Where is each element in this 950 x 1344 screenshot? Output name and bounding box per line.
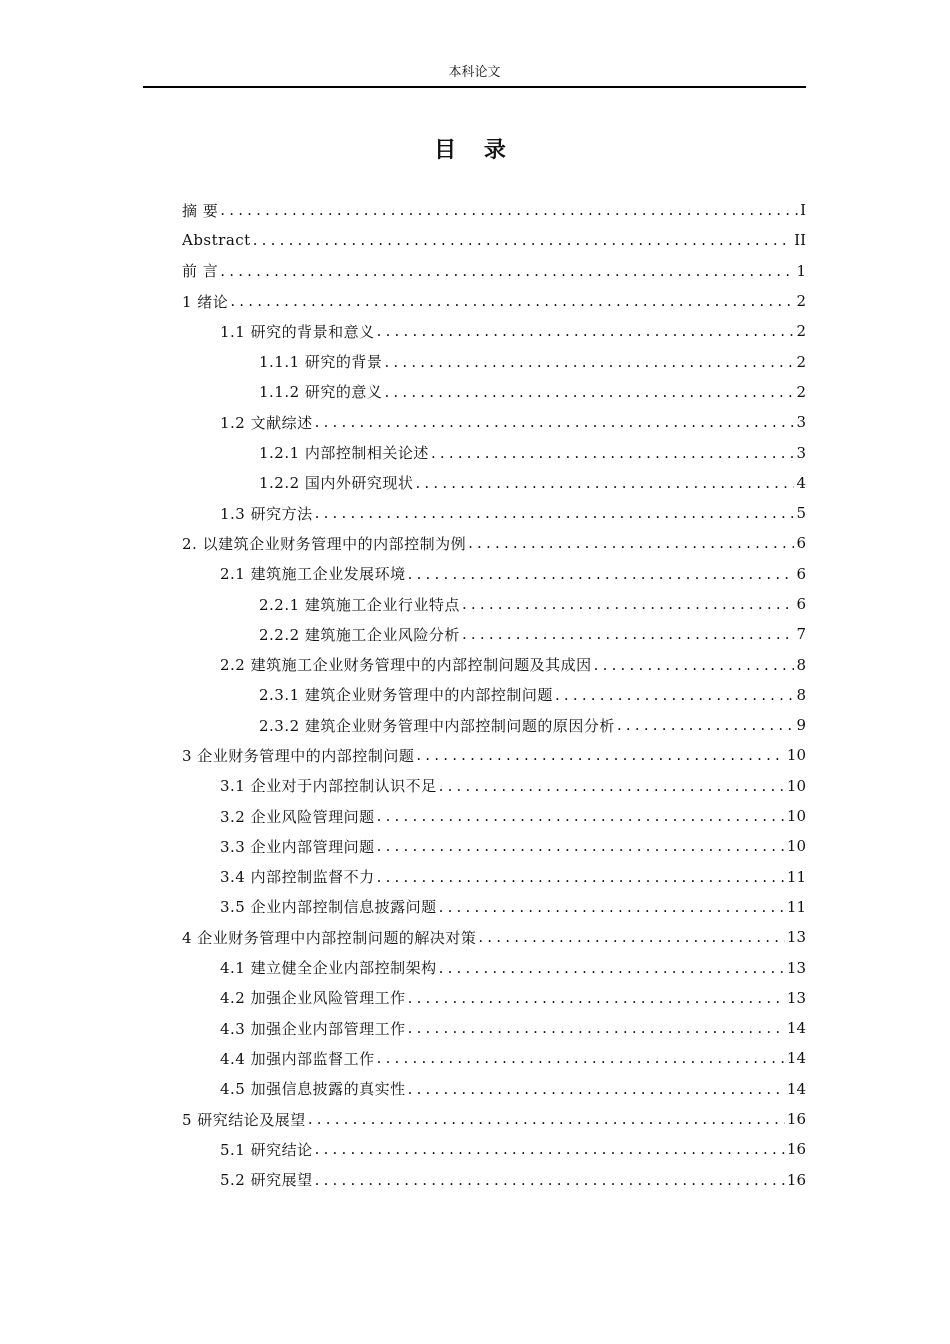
- toc-entry-page: 11: [786, 867, 806, 886]
- toc-entry-label: 2.3.2 建筑企业财务管理中内部控制问题的原因分析: [259, 716, 615, 735]
- page-header: [143, 62, 806, 88]
- toc-entry-label: 4.2 加强企业风险管理工作: [220, 989, 406, 1008]
- toc-entry-label: 2.1 建筑施工企业发展环境: [220, 565, 406, 584]
- toc-entry-page: 10: [786, 837, 806, 856]
- toc-entry[interactable]: [182, 831, 806, 861]
- toc-entry-label: 1.2.1 内部控制相关论述: [259, 444, 429, 463]
- toc-leader-dots: [462, 595, 795, 613]
- toc-entry-label: 4.4 加强内部监督工作: [220, 1049, 375, 1068]
- toc-leader-dots: [415, 474, 794, 492]
- toc-entry[interactable]: [182, 468, 806, 498]
- toc-entry-page: 10: [786, 746, 806, 765]
- toc-entry-label: 1.1 研究的背景和意义: [220, 322, 375, 341]
- toc-leader-dots: [408, 989, 785, 1007]
- toc-entry-page: 6: [796, 595, 806, 613]
- toc-entry[interactable]: [182, 528, 806, 558]
- toc-entry[interactable]: [182, 225, 806, 255]
- toc-leader-dots: [468, 534, 794, 552]
- toc-entry[interactable]: [182, 710, 806, 740]
- toc-entry-label: 4.3 加强企业内部管理工作: [220, 1019, 406, 1038]
- toc-leader-dots: [594, 656, 795, 674]
- toc-entry[interactable]: [182, 892, 806, 922]
- toc-entry[interactable]: [182, 862, 806, 892]
- toc-entry-page: 9: [796, 716, 806, 735]
- toc-entry-label: 1 绪论: [182, 292, 229, 311]
- toc-entry-label: 4 企业财务管理中内部控制问题的解决对策: [182, 928, 477, 947]
- toc-entry-page: 14: [786, 1079, 806, 1098]
- toc-entry-page: 8: [796, 655, 806, 674]
- toc-entry-label: 1.1.1 研究的背景: [259, 353, 383, 372]
- toc-entry-page: 2: [796, 382, 806, 401]
- toc-entry-label: 2. 以建筑企业财务管理中的内部控制为例: [182, 534, 467, 553]
- toc-leader-dots: [377, 807, 785, 825]
- toc-entry-page: 10: [786, 807, 806, 826]
- toc-entry-page: 11: [786, 897, 806, 916]
- toc-entry-label: 2.2.2 建筑施工企业风险分析: [259, 625, 460, 644]
- toc-entry[interactable]: [182, 498, 806, 528]
- toc-entry-label: 5.2 研究展望: [220, 1171, 313, 1190]
- toc-entry-page: 5: [796, 504, 806, 523]
- toc-entry-page: 10: [786, 776, 806, 795]
- toc-leader-dots: [462, 625, 795, 643]
- toc-leader-dots: [408, 1080, 785, 1098]
- toc-leader-dots: [439, 898, 785, 916]
- toc-leader-dots: [315, 504, 795, 522]
- toc-entry-page: 14: [786, 1019, 806, 1038]
- toc-leader-dots: [408, 565, 795, 583]
- toc-leader-dots: [315, 1140, 785, 1158]
- toc-leader-dots: [253, 231, 792, 249]
- toc-entry-label: 5.1 研究结论: [220, 1140, 313, 1159]
- toc-entry-page: II: [794, 231, 806, 250]
- toc-leader-dots: [617, 716, 795, 734]
- toc-entry[interactable]: [182, 619, 806, 649]
- toc-leader-dots: [416, 746, 785, 764]
- toc-entry-label: 1.3 研究方法: [220, 504, 313, 523]
- toc-entry-page: 1: [796, 261, 806, 280]
- toc-entry-page: 6: [796, 564, 806, 583]
- toc-entry[interactable]: [182, 589, 806, 619]
- header-text: 本科论文: [448, 65, 501, 80]
- toc-entry-label: 2.2 建筑施工企业财务管理中的内部控制问题及其成因: [220, 656, 592, 675]
- toc-entry[interactable]: [182, 377, 806, 407]
- toc-entry-label: 2.3.1 建筑企业财务管理中的内部控制问题: [259, 686, 553, 705]
- toc-leader-dots: [220, 201, 798, 219]
- toc-entry-page: 16: [786, 1110, 806, 1129]
- toc-leader-dots: [220, 262, 794, 280]
- toc-leader-dots: [439, 959, 785, 977]
- toc-entry-label: 5 研究结论及展望: [182, 1110, 306, 1129]
- toc-entry-label: 1.1.2 研究的意义: [259, 383, 383, 402]
- toc-entry-label: Abstract: [182, 231, 251, 250]
- toc-entry[interactable]: [182, 346, 806, 376]
- toc-entry-page: 3: [796, 443, 806, 462]
- toc-entry-label: 前 言: [182, 262, 219, 281]
- toc-leader-dots: [384, 383, 794, 401]
- toc-leader-dots: [377, 837, 785, 855]
- toc-entry-page: 7: [796, 625, 806, 644]
- toc-leader-dots: [555, 686, 795, 704]
- toc-entry[interactable]: [182, 1013, 806, 1043]
- toc-entry[interactable]: [182, 286, 806, 316]
- toc-entry-label: 3.4 内部控制监督不力: [220, 868, 375, 887]
- toc-entry[interactable]: [182, 195, 806, 225]
- toc-entry-page: 2: [796, 322, 806, 341]
- toc-leader-dots: [478, 928, 785, 946]
- toc-entry-page: 8: [796, 685, 806, 704]
- toc-entry-label: 3.1 企业对于内部控制认识不足: [220, 777, 437, 796]
- toc-entry-label: 摘 要: [182, 201, 219, 220]
- toc-leader-dots: [315, 1171, 785, 1189]
- toc-entry[interactable]: [182, 922, 806, 952]
- toc-entry[interactable]: [182, 1165, 806, 1195]
- toc-leader-dots: [431, 444, 795, 462]
- toc-entry[interactable]: [182, 740, 806, 770]
- toc-leader-dots: [377, 322, 795, 340]
- toc-entry-page: I: [800, 201, 806, 220]
- toc-entry-label: 1.2 文献综述: [220, 413, 313, 432]
- toc-entry[interactable]: [182, 1134, 806, 1164]
- toc-entry[interactable]: [182, 801, 806, 831]
- toc-leader-dots: [377, 868, 785, 886]
- toc-leader-dots: [439, 777, 785, 795]
- toc-entry-page: 13: [786, 928, 806, 947]
- toc-entry[interactable]: [182, 407, 806, 437]
- toc-entry[interactable]: [182, 316, 806, 346]
- toc-leader-dots: [308, 1110, 785, 1128]
- toc-entry-page: 13: [786, 958, 806, 977]
- toc-entry[interactable]: [182, 680, 806, 710]
- toc-entry[interactable]: [182, 437, 806, 467]
- toc-entry[interactable]: [182, 1104, 806, 1134]
- toc-entry[interactable]: [182, 559, 806, 589]
- toc-leader-dots: [315, 413, 795, 431]
- toc-leader-dots: [384, 353, 794, 371]
- toc-leader-dots: [230, 292, 794, 310]
- toc-entry-label: 3.5 企业内部控制信息披露问题: [220, 898, 437, 917]
- toc-entry-label: 3.2 企业风险管理问题: [220, 807, 375, 826]
- toc-entry-page: 2: [796, 292, 806, 311]
- toc-entry-label: 1.2.2 国内外研究现状: [259, 474, 414, 493]
- table-of-contents: [182, 195, 806, 1195]
- toc-leader-dots: [377, 1049, 785, 1067]
- toc-entry-page: 14: [786, 1049, 806, 1068]
- toc-entry[interactable]: [182, 649, 806, 679]
- toc-entry[interactable]: [182, 256, 806, 286]
- toc-entry[interactable]: [182, 952, 806, 982]
- toc-entry-page: 13: [786, 988, 806, 1007]
- toc-entry-page: 2: [796, 352, 806, 371]
- toc-title: 目 录: [434, 138, 516, 163]
- toc-entry-label: 2.2.1 建筑施工企业行业特点: [259, 595, 460, 614]
- toc-entry-page: 4: [796, 473, 806, 492]
- toc-entry-page: 16: [786, 1140, 806, 1159]
- toc-entry-label: 4.1 建立健全企业内部控制架构: [220, 959, 437, 978]
- toc-entry-label: 3.3 企业内部管理问题: [220, 837, 375, 856]
- toc-entry[interactable]: [182, 1074, 806, 1104]
- toc-leader-dots: [408, 1019, 785, 1037]
- toc-entry-label: 4.5 加强信息披露的真实性: [220, 1080, 406, 1099]
- toc-entry[interactable]: [182, 1043, 806, 1073]
- toc-entry-page: 16: [786, 1170, 806, 1189]
- toc-entry[interactable]: [182, 771, 806, 801]
- toc-entry-page: 6: [796, 534, 806, 553]
- toc-entry[interactable]: [182, 983, 806, 1013]
- toc-entry-label: 3 企业财务管理中的内部控制问题: [182, 746, 415, 765]
- toc-entry-page: 3: [796, 413, 806, 432]
